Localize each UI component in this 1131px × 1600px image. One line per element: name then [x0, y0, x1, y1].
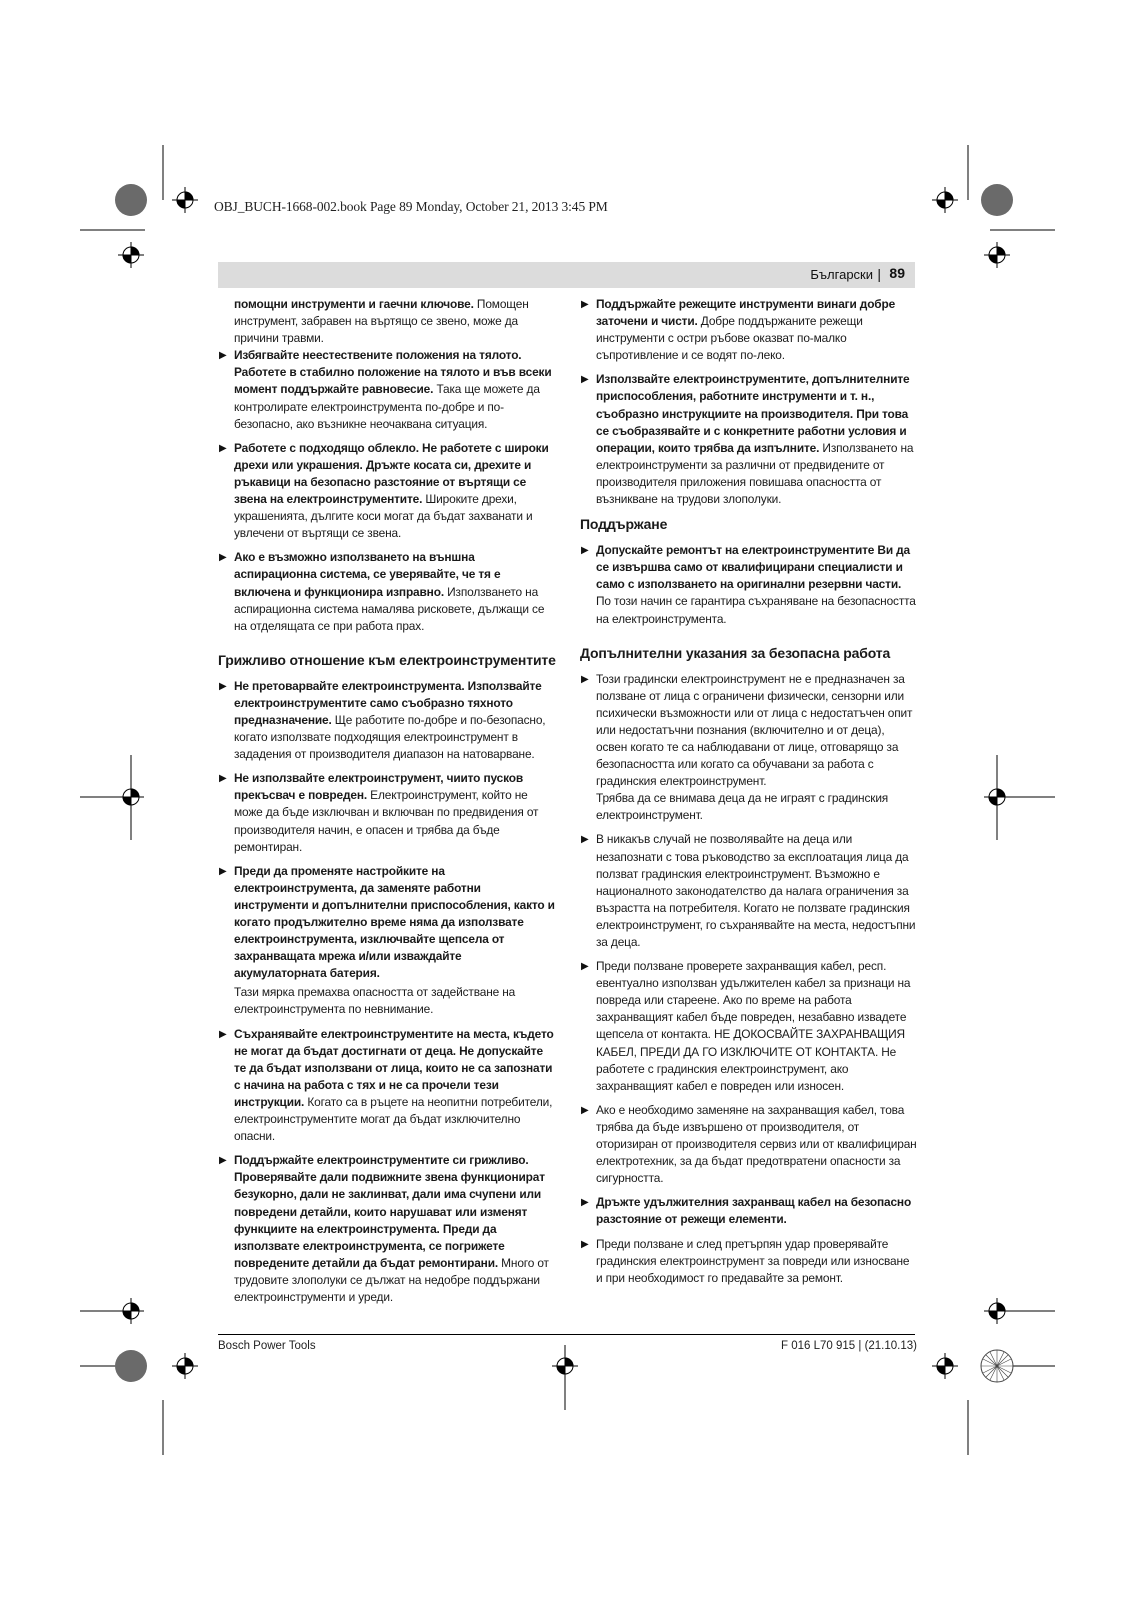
triangle-right-icon: ▶: [581, 961, 589, 973]
triangle-right-icon: ▶: [581, 545, 589, 557]
list-item: ▶ В никакъв случай не позволявайте на деца или незапознати с това ръководство за експлоатация лица да ползват градинския електроинструмент. Възможно е националното законодателство да налага ограничения за възрастта на потребителя. Когато не ползвате градинския електроинструмент, го съхранявайте на места, недостъпни за деца.: [581, 832, 916, 949]
list-item: ▶ Използвайте електроинструментите, допълнителните приспособления, работните инструменти и т. н., съобразно инструкциите на производителя. При това се съобразявайте и с конкретните работни условия и операции, които трябва да изпълните. Използването на електроинструменти за различни от предвидените от производителя приложения повишава опасността от възникване на трудови злополуки.: [581, 372, 914, 507]
list-item: ▶ Преди ползване проверете захранващия кабел, респ. евентуално използван удължителен кабел за признаци на повреда или стареене. Ако по време на работа захранващият кабел бъде повреден, незабавно извадете щепсела от контакта. НЕ ДОКОСВАЙТЕ ЗАХРАНВАЩИЯ КАБЕЛ, ПРЕДИ ДА ГО ИЗКЛЮЧИТЕ ОТ КОНТАКТА. Не работете с градинския електроинструмент, ако захранващият кабел е повреден или износен.: [581, 959, 911, 1093]
triangle-right-icon: ▶: [581, 299, 589, 310]
continued-paragraph: помощни инструменти и гаечни ключове. Помощен инструмент, забравен на въртящо се звено, може да причини травми.: [234, 297, 529, 346]
footer-doc-code: F 016 L70 915 | (21.10.13): [781, 1340, 917, 1352]
left-column: [218, 296, 556, 1313]
triangle-right-icon: ▶: [219, 1155, 227, 1167]
right-column: [580, 296, 918, 1294]
triangle-right-icon: ▶: [219, 350, 227, 362]
list-item: ▶ Дръжте удължителния захранващ кабел на безопасно разстояние от режещи елементи.: [581, 1195, 912, 1227]
list-item: ▶ Не използвайте електроинструмент, чиито пусков прекъсвач е повреден. Електроинструмент, който не може да бъде изключван и включван по предвидения от производителя начин, е опасен и трябва да бъде ремонтиран.: [219, 771, 539, 854]
list-item: ▶ Преди да променяте настройките на електроинструмента, да заменяте работни инструменти и допълнителни приспособления, както и когато продължително време няма да използвате електроинструмента, изключвайте щепсела от захранващата мрежа и/или изваждайте акумулаторната батерия. Тази мярка премахва опасността от задействане на електроинструмента по невнимание.: [218, 863, 556, 1019]
list-item: ▶ Поддържайте режещите инструменти винаги добре заточени и чисти. Добре поддържаните режещи инструменти с остри ръбове оказват по-малко съпротивление и се водят по-леко.: [581, 297, 896, 363]
list-item: ▶ Не претоварвайте електроинструмента. Използвайте електроинструментите само съобразно тяхното предназначение. Ще работите по-добре и по-безопасно, когато използвате подходящия електроинструмент в зададения от производителя диапазон на натоварване.: [219, 678, 546, 762]
list-item: ▶ Този градински електроинструмент не е предназначен за ползване от лица с ограничени физически, сензорни или психически възможности или от лица с недостатъчен опит или недостатъчни познания (включително и от деца), освен когато те са наблюдавани от лице, отговарящо за безопасността или когато са обучавани за работа с градинския електроинструмент. Трябва да се внимава деца да не играят с градинския електроинструмент.: [580, 671, 918, 825]
triangle-right-icon: ▶: [581, 1197, 589, 1209]
triangle-right-icon: ▶: [219, 442, 227, 454]
triangle-right-icon: ▶: [581, 1104, 589, 1116]
triangle-right-icon: ▶: [219, 680, 227, 692]
section-heading: Грижливо отношение към електроинструментите: [218, 651, 556, 668]
triangle-right-icon: ▶: [581, 374, 589, 386]
footer-rule: [218, 1334, 915, 1335]
list-item: ▶ Ако е необходимо заменяне на захранващия кабел, това трябва да бъде извършено от производителя, от оторизиран от производителя сервиз или от квалифициран електротехник, за да бъдат предотвратени опасности за сигурността.: [581, 1102, 917, 1186]
header-band: [218, 262, 915, 288]
triangle-right-icon: ▶: [581, 834, 589, 846]
list-item: ▶ Поддържайте електроинструментите си грижливо. Проверявайте дали подвижните звена функционират безукорно, дали не заклинват, дали има счупени или повредени детайли, които нарушават или изменят функциите на електроинструмента. Преди да използвате електроинструмента, се погрижете повредените детайли да бъдат ремонтирани. Много от трудовите злополуки се дължат на недобре поддържани електроинструменти и уреди.: [219, 1153, 549, 1304]
list-item: ▶ Ако е възможно използването на външна аспирационна система, се уверявайте, че тя е включена и функционира изправно. Използването на аспирационна система намалява рисковете, дължащи се на отделящата се при работа прах.: [219, 550, 545, 633]
list-item: ▶ Съхранявайте електроинструментите на места, където не могат да бъдат достигнати от деца. Не допускайте те да бъдат използвани от лица, които не са запознати с начина на работа с тях и не са прочели тези инструкции. Когато са в ръцете на неопитни потребители, електроинструментите могат да бъдат изключително опасни.: [219, 1026, 554, 1144]
triangle-right-icon: ▶: [219, 773, 227, 785]
triangle-right-icon: ▶: [219, 865, 227, 877]
page-number: 89: [889, 265, 905, 281]
list-item: ▶ Избягвайте неестествените положения на тялото. Работете в стабилно положение на тялото и във всеки момент поддържайте равновесие. Така ще можете да контролирате електроинструмента по-добре и по-безопасно, ако възникне неочаквана ситуация.: [219, 348, 552, 431]
header-separator: |: [877, 266, 881, 282]
triangle-right-icon: ▶: [219, 552, 227, 564]
section-heading: Допълнителни указания за безопасна работа: [580, 644, 891, 661]
file-slug: OBJ_BUCH-1668-002.book Page 89 Monday, October 21, 2013 3:45 PM: [214, 199, 608, 214]
item-note: Тази мярка премахва опасността от задействане на електроинструмента по невнимание.: [234, 985, 516, 1017]
list-item: ▶ Работете с подходящо облекло. Не работете с широки дрехи или украшения. Дръжте косата си, дрехите и ръкавици на безопасно разстояние от въртящи се звена на електроинструментите. Широките дрехи, украшенията, дългите коси могат да бъдат захванати и увлечени от въртящи се звена.: [219, 440, 549, 541]
triangle-right-icon: ▶: [581, 1238, 589, 1250]
triangle-right-icon: ▶: [581, 673, 589, 685]
language-label: Български: [810, 267, 873, 282]
triangle-right-icon: ▶: [219, 1028, 227, 1040]
footer-brand: Bosch Power Tools: [218, 1340, 316, 1352]
section-heading: Поддържане: [580, 516, 668, 533]
item-note: Трябва да се внимава деца да не играят с градинския електроинструмент.: [596, 791, 889, 823]
list-item: ▶ Преди ползване и след претърпян удар проверявайте градинския електроинструмент за повреди или износване и при необходимост го предавайте за ремонт.: [581, 1236, 910, 1285]
list-item: ▶ Допускайте ремонтът на електроинструментите Ви да се извършва само от квалифицирани специалисти и само с използването на оригинални резервни части. По този начин се гарантира съхраняване на безопасността на електроинструмента.: [581, 543, 916, 626]
